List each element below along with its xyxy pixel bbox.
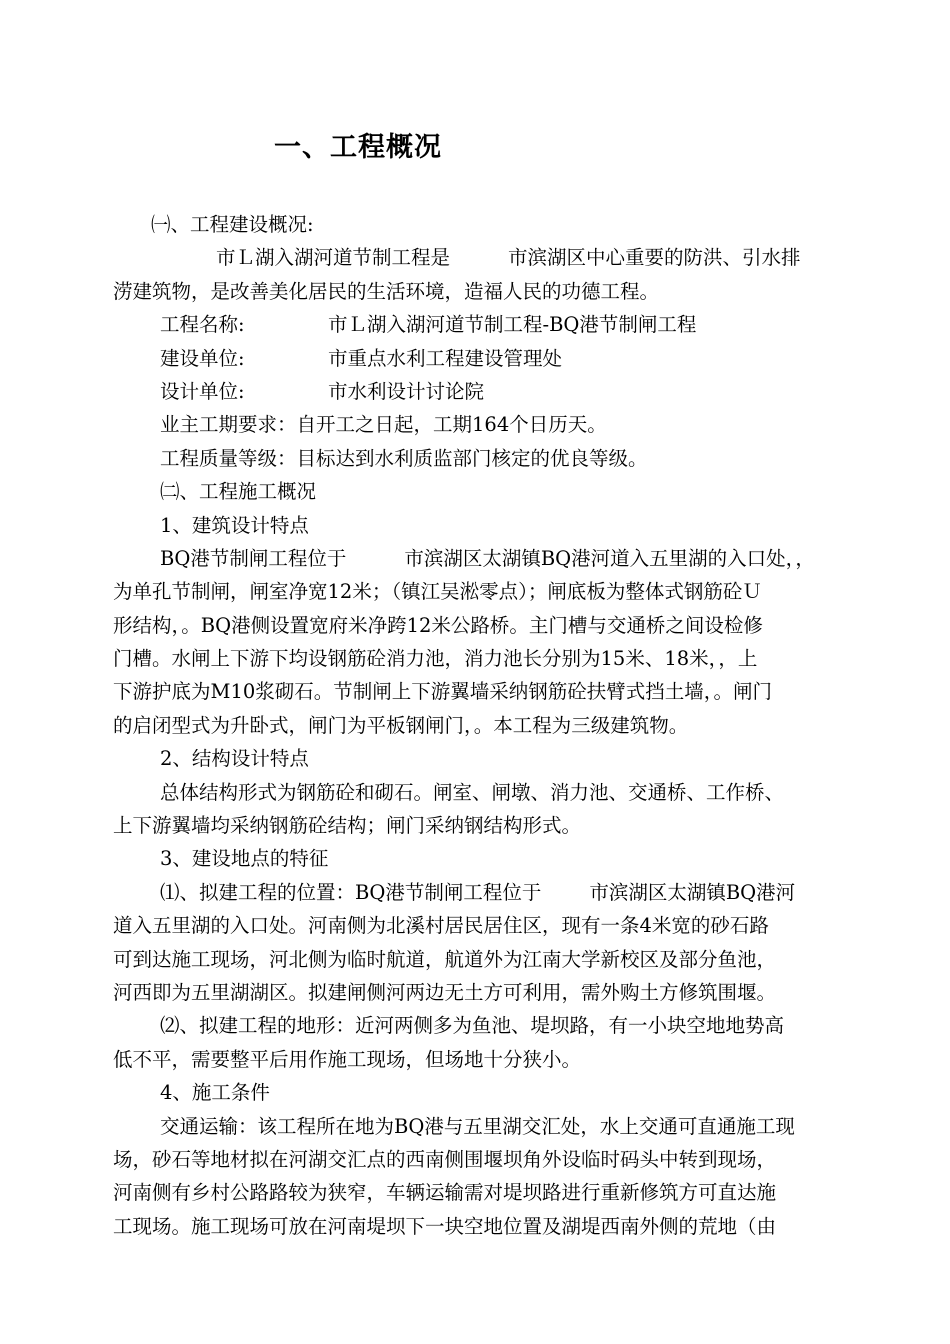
paragraph-line: 河西即为五里湖湖区。拟建闸侧河两边无土方可利用，需外购土方修筑围堰。 (113, 980, 777, 1004)
subsection-heading-site: 3、建设地点的特征 (160, 847, 329, 871)
paragraph-line: 形结构，。BQ港侧设置宽府米净跨12米公路桥。主门槽与交通桥之间设检修 (113, 613, 763, 637)
text-span: 市滨湖区太湖镇BQ港河道入五里湖的入口处，， (404, 546, 815, 570)
info-row-project-name (113, 308, 893, 341)
info-value: 市重点水利工程建设管理处 (328, 346, 563, 370)
info-row-quality: 工程质量等级：目标达到水利质监部门核定的优良等级。 (160, 446, 648, 470)
paragraph-line: 上下游翼墙均采纳钢筋砼结构；闸门采纳钢结构形式。 (113, 814, 582, 838)
document-body (113, 208, 893, 1243)
paragraph-line: 门槽。水闸上下游下均设钢筋砼消力池，消力池长分别为15米、18米，，上 (113, 647, 758, 671)
subsection-heading-construction-conditions: 4、施工条件 (160, 1081, 270, 1105)
section-heading-construction-conditions: ㈡、工程施工概况 (160, 480, 317, 504)
info-label: 设计单位: (160, 379, 245, 403)
paragraph-line: 总体结构形式为钢筋砼和砌石。闸室、闸墩、消力池、交通桥、工作桥、 (160, 780, 785, 804)
info-row-period: 业主工期要求：自开工之日起，工期164个日历天。 (160, 413, 607, 437)
paragraph-line (113, 876, 893, 909)
info-row-client (113, 342, 893, 375)
text-span: BQ港节制闸工程位于 (160, 546, 347, 570)
paragraph-line (113, 542, 893, 575)
info-row-designer (113, 375, 893, 408)
paragraph-line: 涝建筑物，是改善美化居民的生活环境，造福人民的功德工程。 (113, 279, 660, 303)
paragraph-line: 河南侧有乡村公路路较为狭窄，车辆运输需对堤坝路进行重新修筑方可直达施 (113, 1181, 777, 1205)
page-title: 一、工程概况 (274, 132, 442, 163)
paragraph-line: 可到达施工现场，河北侧为临时航道，航道外为江南大学新校区及部分鱼池， (113, 947, 777, 971)
text-span: 市Ｌ湖入湖河道节制工程是 (216, 246, 451, 270)
paragraph-line: 低不平，需要整平后用作施工现场，但场地十分狭小。 (113, 1047, 582, 1071)
section-heading-construction-overview: ㈠、工程建设概况: (151, 213, 314, 236)
info-label: 建设单位: (160, 346, 245, 370)
paragraph-line: 场，砂石等地材拟在河湖交汇点的西南侧围堰坝角外设临时码头中转到现场， (113, 1147, 777, 1171)
info-value: 市水利设计讨论院 (328, 379, 485, 403)
paragraph-line: 下游护底为M10浆砌石。节制闸上下游翼墙采纳钢筋砼扶臂式挡土墙，。闸门 (113, 680, 773, 704)
paragraph-line (113, 241, 893, 274)
paragraph-line: 为单孔节制闸，闸室净宽12米；（镇江吴淞零点）；闸底板为整体式钢筋砼Ｕ (113, 580, 762, 604)
paragraph-line: 工现场。施工现场可放在河南堤坝下一块空地位置及湖堤西南外侧的荒地（由 (113, 1214, 777, 1238)
paragraph-line: 交通运输：该工程所在地为BQ港与五里湖交汇处，水上交通可直通施工现 (160, 1114, 795, 1138)
text-span: 市滨湖区中心重要的防洪、引水排 (508, 246, 801, 270)
text-span: ⑴、拟建工程的位置：BQ港节制闸工程位于 (160, 880, 542, 904)
paragraph-line: 的启闭型式为升卧式，闸门为平板钢闸门，。本工程为三级建筑物。 (113, 713, 689, 737)
paragraph-line: ⑵、拟建工程的地形：近河两侧多为鱼池、堤坝路，有一小块空地地势高 (160, 1014, 785, 1038)
subsection-heading-architecture: 1、建筑设计特点 (160, 513, 309, 537)
info-label: 工程名称: (160, 313, 245, 337)
paragraph-line: 道入五里湖的入口处。河南侧为北溪村居民居住区，现有一条4米宽的砂石路 (113, 914, 769, 938)
info-value: 市Ｌ湖入湖河道节制工程-BQ港节制闸工程 (328, 313, 697, 337)
subsection-heading-structure: 2、结构设计特点 (160, 747, 309, 771)
text-span: 市滨湖区太湖镇BQ港河 (589, 880, 796, 904)
